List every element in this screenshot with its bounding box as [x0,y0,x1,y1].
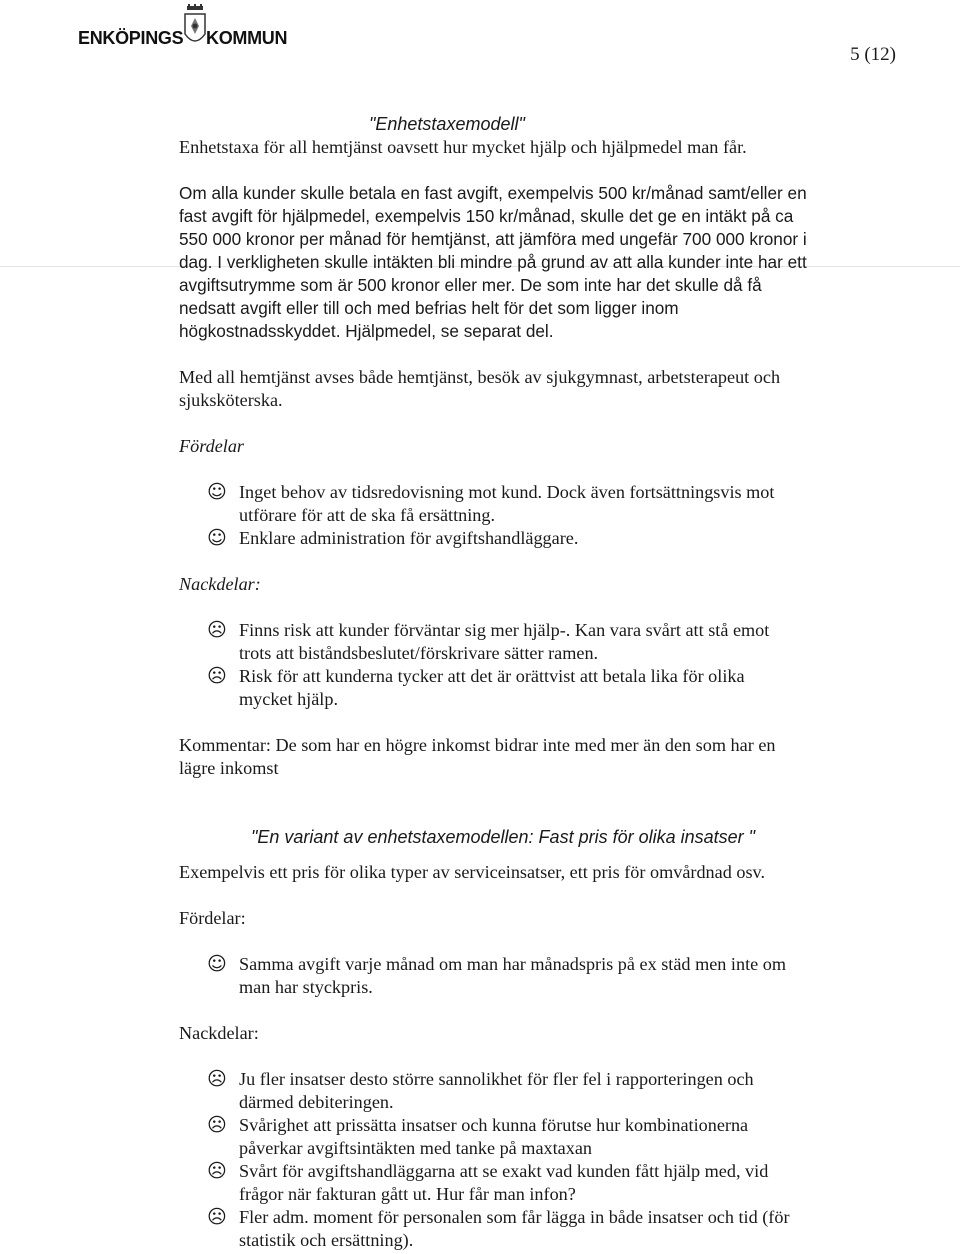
section1-pros-label: Fördelar [179,436,244,456]
document-body [179,113,859,1252]
smiley-face-icon: ☺ [207,527,227,549]
section2-pros-label: Fördelar: [179,908,246,928]
section1-cons-label: Nackdelar: [179,574,261,594]
list-item-line: trots att biståndsbeslutet/förskrivare sätter ramen. [239,643,599,663]
frowny-face-icon: ☹ [207,1206,227,1228]
list-item-line: Risk för att kunderna tycker att det är orättvist att betala lika för olika [239,666,745,686]
paragraph-line: högkostnadsskyddet. Hjälpmedel, se separat del. [179,321,554,341]
frowny-face-icon: ☹ [207,1160,227,1182]
frowny-face-icon: ☹ [207,665,227,687]
list-item-line: man har styckpris. [239,977,373,997]
list-item [179,1160,859,1206]
paragraph-line: sjuksköterska. [179,390,283,410]
crest-icon [183,4,207,52]
logo-text-right: KOMMUN [206,28,288,48]
list-item [179,1114,859,1160]
section1-paragraph [179,182,859,343]
list-item-line: Svårt för avgiftshandläggarna att se exakt vad kunden fått hjälp med, vid [239,1161,769,1181]
list-item-line: Finns risk att kunder förväntar sig mer hjälp-. Kan vara svårt att stå emot [239,620,770,640]
section1-paragraph-2 [179,366,859,412]
list-item-line: därmed debiteringen. [239,1092,394,1112]
comment-line: Kommentar: De som har en högre inkomst bidrar inte med mer än den som har en [179,735,776,755]
list-item-line: påverkar avgiftsintäkten med tanke på maxtaxan [239,1138,592,1158]
list-item [179,527,859,550]
list-item-line: frågor när fakturan gått ut. Hur får man infon? [239,1184,576,1204]
frowny-face-icon: ☹ [207,1068,227,1090]
list-item-line: utförare för att de ska få ersättning. [239,505,496,525]
section1-pros-list [179,481,859,550]
list-item [179,1206,859,1252]
list-item-line: Enklare administration för avgiftshandläggare. [239,528,579,548]
list-item-line: Inget behov av tidsredovisning mot kund. Dock även fortsättningsvis mot [239,482,775,502]
section2-cons-list [179,1068,859,1252]
list-item-line: Samma avgift varje månad om man har månadspris på ex städ men inte om [239,954,786,974]
list-item-line: Ju fler insatser desto större sannolikhet för fler fel i rapporteringen och [239,1069,754,1089]
section1-cons-list [179,619,859,711]
section2-title: "En variant av enhetstaxemodellen: Fast pris för olika insatser " [251,827,756,847]
section2-pros-list [179,953,859,999]
section2-lead: Exempelvis ett pris för olika typer av serviceinsatser, ett pris för omvårdnad osv. [179,862,765,882]
list-item [179,953,859,999]
paragraph-line: Om alla kunder skulle betala en fast avgift, exempelvis 500 kr/månad samt/eller en [179,183,807,203]
paragraph-line: nedsatt avgift eller till och med befrias helt för det som ligger inom [179,298,679,318]
list-item [179,619,859,665]
logo-text-left: ENKÖPINGS [78,28,184,48]
section1-title: "Enhetstaxemodell" [369,114,525,134]
list-item-line: Fler adm. moment för personalen som får lägga in både insatser och tid (för [239,1207,790,1227]
frowny-face-icon: ☹ [207,619,227,641]
paragraph-line: dag. I verkligheten skulle intäkten bli mindre på grund av att alla kunder inte har ett [179,252,807,272]
comment-line: lägre inkomst [179,758,279,778]
frowny-face-icon: ☹ [207,1114,227,1136]
section1-comment [179,734,859,780]
list-item-line: Svårighet att prissätta insatser och kunna förutse hur kombinationerna [239,1115,749,1135]
page-number: 5 (12) [850,44,896,65]
smiley-face-icon: ☺ [207,481,227,503]
section2-cons-label: Nackdelar: [179,1023,259,1043]
smiley-face-icon: ☺ [207,953,227,975]
list-item-line: mycket hjälp. [239,689,338,709]
list-item [179,481,859,527]
paragraph-line: fast avgift för hjälpmedel, exempelvis 150 kr/månad, skulle det ge en intäkt på ca [179,206,794,226]
paragraph-line: 550 000 kronor per månad för hemtjänst, att jämföra med ungefär 700 000 kronor i [179,229,807,249]
paragraph-line: Med all hemtjänst avses både hemtjänst, besök av sjukgymnast, arbetsterapeut och [179,367,781,387]
list-item-line: statistik och ersättning). [239,1230,414,1250]
paragraph-line: avgiftsutrymme som är 500 kronor eller mer. De som inte har det skulle då få [179,275,762,295]
list-item [179,665,859,711]
section1-lead: Enhetstaxa för all hemtjänst oavsett hur mycket hjälp och hjälpmedel man får. [179,137,747,157]
list-item [179,1068,859,1114]
